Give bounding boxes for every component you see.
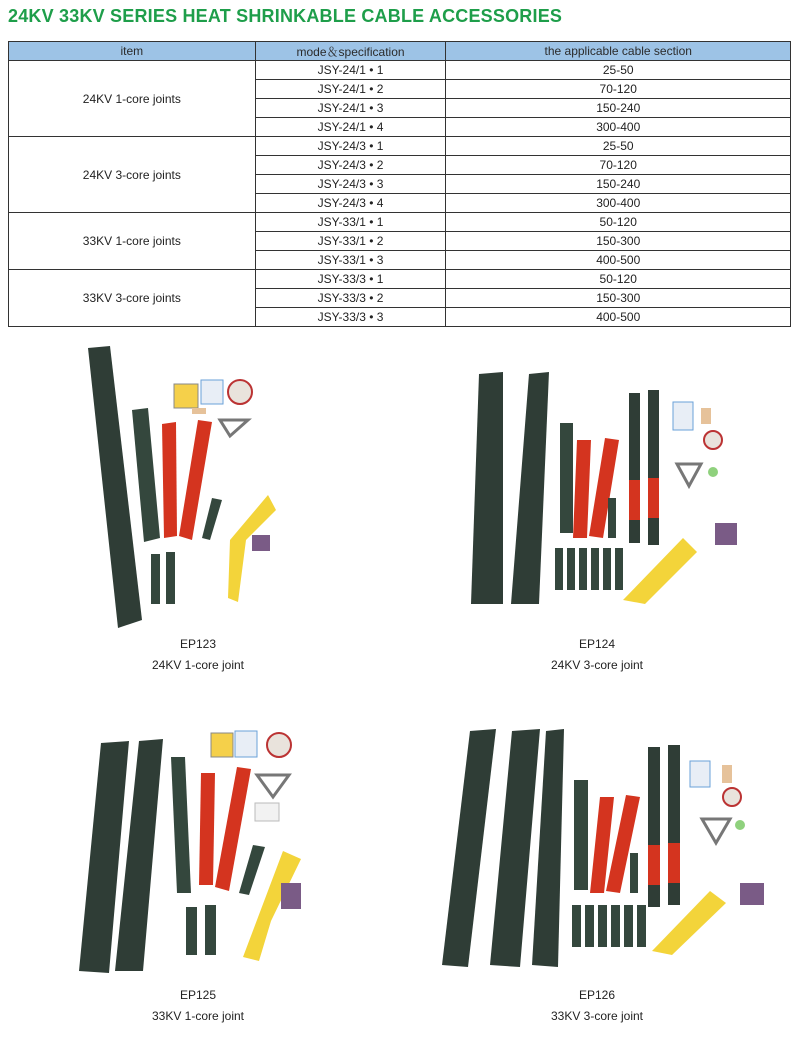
yellow-breakout (623, 538, 697, 604)
metal-clip (220, 420, 248, 436)
large-black-tube (490, 729, 540, 967)
small-tube (567, 548, 575, 590)
label-card (715, 523, 737, 545)
product-photo-ep126 (440, 725, 775, 970)
page-title: 24KV 33KV SERIES HEAT SHRINKABLE CABLE ACCESSORIES (8, 6, 563, 26)
instruction-sheet (255, 803, 279, 821)
small-tube (555, 548, 563, 590)
ground-connector (708, 467, 718, 477)
red-tube (573, 440, 591, 538)
model-cell: JSY-33/1 • 1 (255, 213, 446, 232)
spec-table (8, 41, 791, 327)
item-cell: 33KV 3-core joints (9, 270, 256, 327)
small-tube (591, 548, 599, 590)
table-row (9, 61, 791, 80)
small-tube (205, 905, 216, 955)
product-name: 33KV 1-core joint (151, 1009, 245, 1023)
product-photo-ep123 (80, 340, 280, 635)
red-sleeve (648, 478, 659, 518)
small-tube (579, 548, 587, 590)
mastic-strip (192, 408, 206, 414)
tape-roll (228, 380, 252, 404)
model-cell: JSY-33/3 • 2 (255, 289, 446, 308)
section-cell: 150-240 (446, 99, 791, 118)
terminal-tube (648, 390, 659, 545)
short-black-tube (608, 498, 616, 538)
metal-clip (677, 464, 701, 486)
short-black-tube (202, 498, 222, 540)
item-cell: 24KV 3-core joints (9, 137, 256, 213)
package-box (235, 731, 257, 757)
table-row (9, 213, 791, 232)
large-black-tube (442, 729, 496, 967)
small-tube (615, 548, 623, 590)
large-black-tube (471, 372, 503, 604)
red-sleeve (629, 480, 640, 520)
metal-clip (702, 819, 730, 843)
model-cell: JSY-33/1 • 2 (255, 232, 446, 251)
section-cell: 150-240 (446, 175, 791, 194)
small-tube (166, 552, 175, 604)
red-sleeve (668, 843, 680, 883)
mastic-strip (701, 408, 711, 424)
label-card (252, 535, 270, 551)
product-code: EP126 (578, 988, 616, 1002)
table-header-row (9, 42, 791, 61)
yellow-breakout (652, 891, 726, 955)
model-cell: JSY-24/3 • 1 (255, 137, 446, 156)
terminal-tube (629, 393, 640, 543)
package-box (673, 402, 693, 430)
red-sleeve (648, 845, 660, 885)
product-caption (497, 634, 697, 676)
product-code: EP124 (578, 637, 616, 651)
short-black-tube (630, 853, 638, 893)
section-cell: 400-500 (446, 308, 791, 327)
header-section: the applicable cable section (446, 42, 791, 61)
black-tube (132, 408, 160, 542)
red-tube (199, 773, 215, 885)
section-cell: 400-500 (446, 251, 791, 270)
table-row (9, 137, 791, 156)
package-box (690, 761, 710, 787)
product-code: EP123 (179, 637, 217, 651)
model-cell: JSY-33/3 • 1 (255, 270, 446, 289)
section-cell: 50-120 (446, 270, 791, 289)
section-cell: 25-50 (446, 137, 791, 156)
product-photo-ep124 (465, 368, 750, 613)
product-photo-ep125 (75, 725, 305, 975)
package-box (211, 733, 233, 757)
small-tube (151, 554, 160, 604)
small-tube (624, 905, 633, 947)
section-cell: 70-120 (446, 156, 791, 175)
product-name: 24KV 3-core joint (550, 658, 644, 672)
small-tube (637, 905, 646, 947)
small-tube (603, 548, 611, 590)
section-cell: 300-400 (446, 194, 791, 213)
section-cell: 150-300 (446, 289, 791, 308)
label-card (281, 883, 301, 909)
item-cell: 24KV 1-core joints (9, 61, 256, 137)
tape-roll (704, 431, 722, 449)
package-box (174, 384, 198, 408)
item-cell: 33KV 1-core joints (9, 213, 256, 270)
model-cell: JSY-24/1 • 4 (255, 118, 446, 137)
metal-clip (257, 775, 289, 797)
model-cell: JSY-24/3 • 3 (255, 175, 446, 194)
package-box (201, 380, 223, 404)
model-cell: JSY-33/3 • 3 (255, 308, 446, 327)
small-tube (598, 905, 607, 947)
large-black-tube (88, 346, 142, 628)
product-caption (98, 985, 298, 1027)
model-cell: JSY-24/3 • 2 (255, 156, 446, 175)
section-cell: 70-120 (446, 80, 791, 99)
red-tube (162, 422, 177, 538)
model-cell: JSY-24/3 • 4 (255, 194, 446, 213)
header-item: item (9, 42, 256, 61)
section-cell: 300-400 (446, 118, 791, 137)
black-tube (171, 757, 191, 893)
small-tube (186, 907, 197, 955)
table-row (9, 270, 791, 289)
model-cell: JSY-24/1 • 1 (255, 61, 446, 80)
tape-roll (723, 788, 741, 806)
small-tube (572, 905, 581, 947)
product-caption (98, 634, 298, 676)
model-cell: JSY-24/1 • 2 (255, 80, 446, 99)
label-card (740, 883, 764, 905)
section-cell: 150-300 (446, 232, 791, 251)
ground-connector (735, 820, 745, 830)
section-cell: 25-50 (446, 61, 791, 80)
small-tube (585, 905, 594, 947)
model-cell: JSY-24/1 • 3 (255, 99, 446, 118)
product-code: EP125 (179, 988, 217, 1002)
header-model: mode＆specification (255, 42, 446, 61)
product-caption (497, 985, 697, 1027)
tape-roll (267, 733, 291, 757)
black-tube (574, 780, 588, 890)
small-tube (611, 905, 620, 947)
model-cell: JSY-33/1 • 3 (255, 251, 446, 270)
section-cell: 50-120 (446, 213, 791, 232)
large-black-tube (511, 372, 549, 604)
black-tube (560, 423, 573, 533)
mastic-strip (722, 765, 732, 783)
product-name: 24KV 1-core joint (151, 658, 245, 672)
short-black-tube (239, 845, 265, 895)
product-name: 33KV 3-core joint (550, 1009, 644, 1023)
